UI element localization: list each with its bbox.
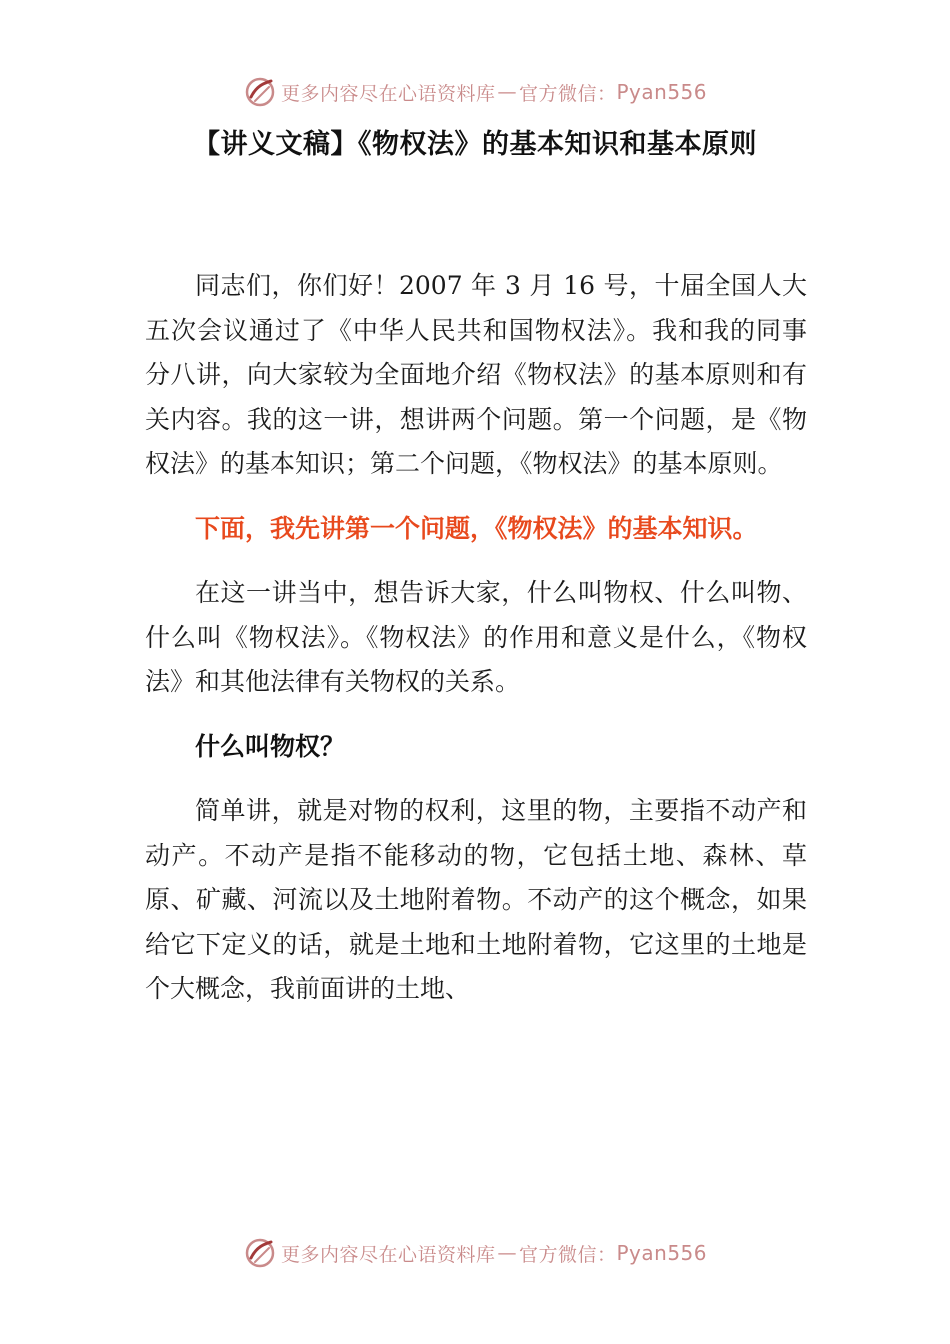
header-watermark	[0, 72, 950, 112]
paragraph-definition: 简单讲，就是对物的权利，这里的物，主要指不动产和动产。不动产是指不能移动的物，它包括土地、森林、草原、矿藏、河流以及土地附着物。不动产的这个概念，如果给它下定义的话，就是土地和土地附着物，它这里的土地是个大概念，我前面讲的土地、	[145, 796, 807, 1003]
section-heading: 什么叫物权？	[195, 731, 346, 761]
brand-logo-icon	[243, 75, 277, 109]
document-body	[145, 264, 807, 1012]
paragraph-highlight: 下面，我先讲第一个问题，《物权法》的基本知识。	[195, 513, 758, 543]
watermark-wechat-label: 官方微信：	[518, 82, 617, 105]
watermark-text: 更多内容尽在心语资料库	[280, 1243, 496, 1266]
footer-watermark	[0, 1233, 950, 1273]
watermark-wechat-label: 官方微信：	[518, 1243, 617, 1266]
watermark-wechat-id: Pyan556	[616, 1241, 708, 1265]
document-title: 【讲义文稿】《物权法》的基本知识和基本原则	[193, 129, 757, 160]
brand-logo-icon	[243, 1236, 277, 1270]
watermark-text: 更多内容尽在心语资料库	[280, 82, 496, 105]
watermark-wechat-id: Pyan556	[616, 80, 708, 104]
paragraph-overview: 在这一讲当中，想告诉大家，什么叫物权、什么叫物、什么叫《物权法》。《物权法》的作用和意义是什么，《物权法》和其他法律有关物权的关系。	[145, 578, 807, 696]
paragraph-intro: 同志们，你们好！2007 年 3 月 16 号，十届全国人大五次会议通过了《中华人民共和国物权法》。我和我的同事分八讲，向大家较为全面地介绍《物权法》的基本原则和有关内容。我的这一讲，想讲两个问题。第一个问题，是《物权法》的基本知识；第二个问题，《物权法》的基本原则。	[145, 271, 807, 478]
watermark-dash: —	[497, 1242, 517, 1264]
watermark-dash: —	[497, 81, 517, 103]
